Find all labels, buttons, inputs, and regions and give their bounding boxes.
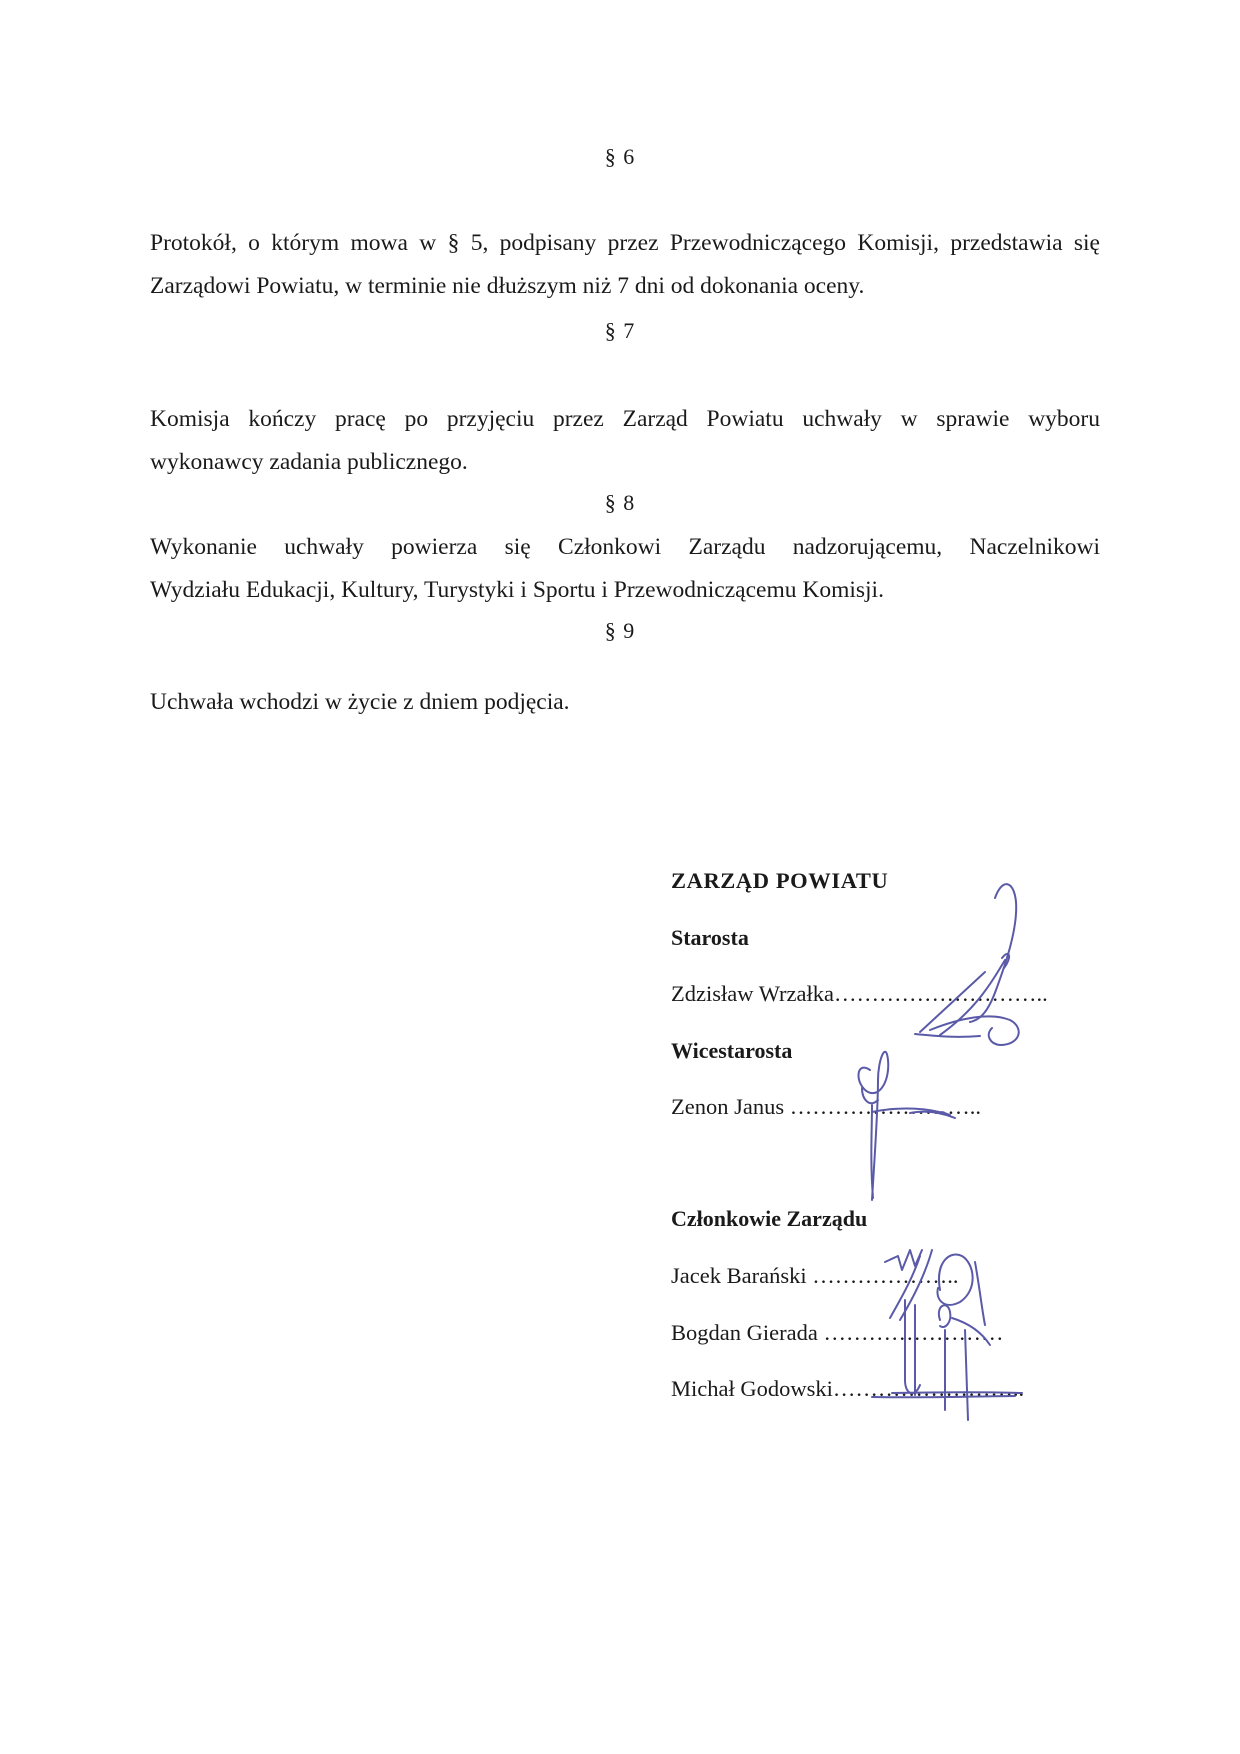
section-6-line-1: Protokół, o którym mowa w § 5, podpisany przez Przewodniczącego Komisji, przedstawia się bbox=[150, 230, 1100, 256]
section-6-line-2: Zarządowi Powiatu, w terminie nie dłuższym niż 7 dni od dokonania oceny. bbox=[150, 273, 865, 299]
section-7-line-2: wykonawcy zadania publicznego. bbox=[150, 449, 468, 475]
member-line-3: Michał Godowski…………………….. bbox=[671, 1376, 1025, 1401]
section-8-line-2: Wydziału Edukacji, Kultury, Turystyki i Sportu i Przewodniczącemu Komisji. bbox=[150, 577, 884, 603]
section-7-line-1: Komisja kończy pracę po przyjęciu przez Zarząd Powiatu uchwały w sprawie wyboru bbox=[150, 406, 1100, 432]
section-9-line-1: Uchwała wchodzi w życie z dniem podjęcia. bbox=[150, 689, 570, 715]
signature-starosta bbox=[915, 884, 1019, 1045]
members-label: Członkowie Zarządu bbox=[671, 1206, 868, 1231]
section-mark-7: § 7 bbox=[604, 318, 636, 343]
section-mark-9: § 9 bbox=[604, 618, 636, 643]
starosta-signature-line: Zdzisław Wrzałka……………………….. bbox=[671, 981, 1048, 1006]
member-line-1: Jacek Barański ……………….. bbox=[671, 1263, 959, 1288]
section-6-text bbox=[150, 222, 1100, 308]
wicestarosta-signature-line: Zenon Janus …………………….. bbox=[671, 1094, 981, 1119]
section-mark-6: § 6 bbox=[604, 144, 636, 169]
wicestarosta-label: Wicestarosta bbox=[671, 1038, 793, 1063]
section-9-text bbox=[150, 681, 1100, 724]
section-8-text bbox=[150, 526, 1100, 612]
section-7-text bbox=[150, 398, 1100, 484]
signature-wicestarosta bbox=[858, 1052, 955, 1200]
section-mark-8: § 8 bbox=[604, 490, 636, 515]
board-heading: ZARZĄD POWIATU bbox=[671, 868, 889, 893]
member-line-2: Bogdan Gierada …………………… bbox=[671, 1320, 1004, 1345]
starosta-label: Starosta bbox=[671, 925, 749, 950]
section-8-line-1: Wykonanie uchwały powierza się Członkowi Zarządu nadzorującemu, Naczelnikowi bbox=[150, 534, 1100, 560]
